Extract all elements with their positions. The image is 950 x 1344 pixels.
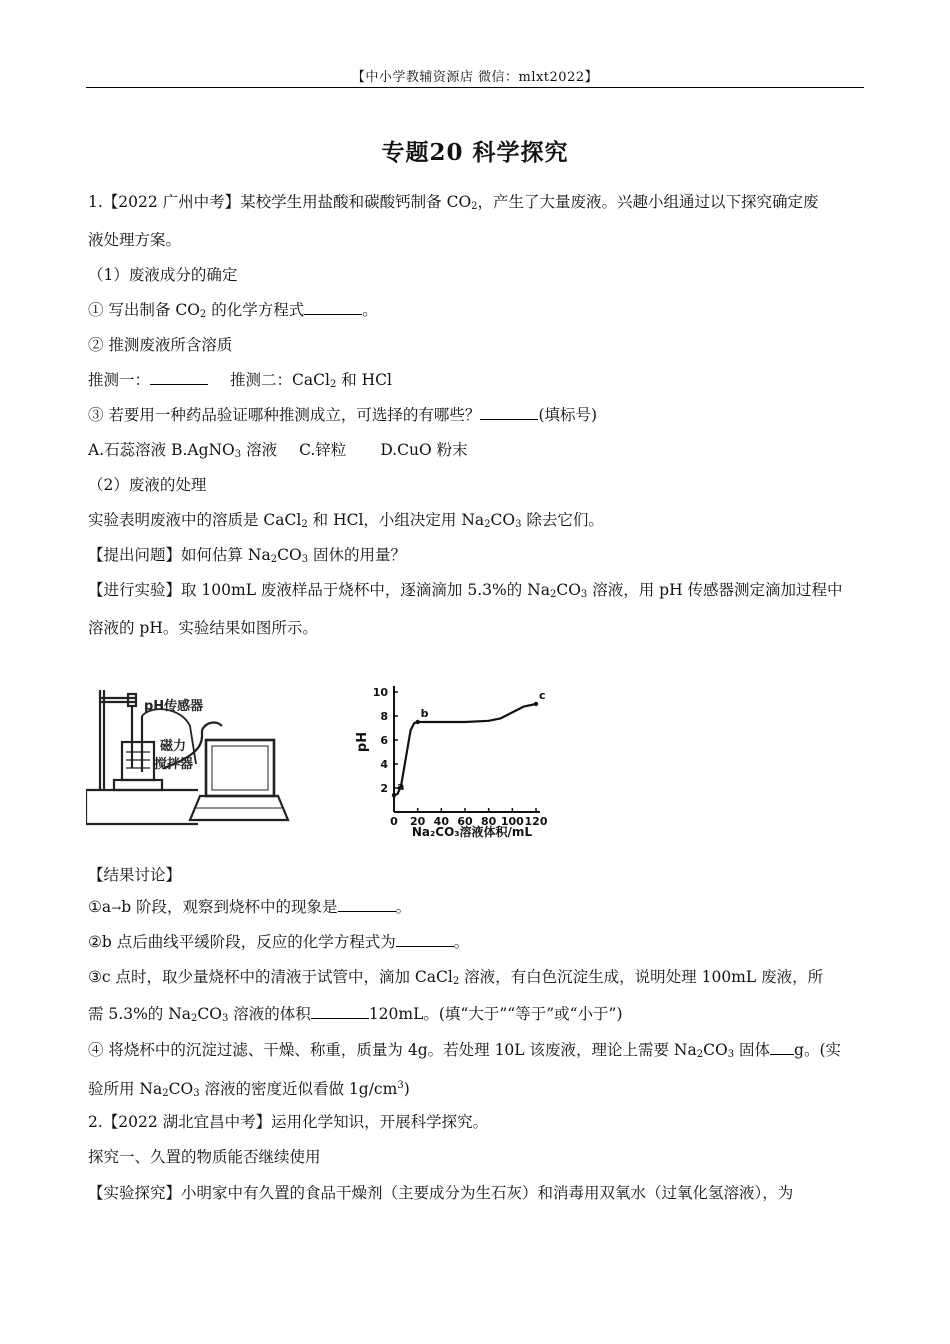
q1-options	[88, 440, 468, 465]
q1-intro-line1: 1.【2022 广州中考】某校学生用盐酸和碳酸钙制备 $CO_2$，产生了大量废液。兴趣小组通过以下探究确定废	[88, 193, 819, 212]
q1-part2-heading: （2）废液的处理	[88, 476, 207, 494]
q1-discuss3-line2: 需 5.3%的 $Na_2CO_3$ 溶液的体积 120mL。(填“大于”“等于”或“小于”)	[88, 1005, 623, 1024]
q1-step3: ③ 若要用一种药品验证哪种推测成立，可选择的有哪些？ (填标号)	[88, 406, 598, 424]
answer-blank[interactable]	[338, 897, 396, 912]
option-b: B.AgNO$_3$ 溶液	[171, 441, 278, 460]
q1-part1-heading: （1）废液成分的确定	[88, 266, 238, 284]
stirrer-label-1: 磁力	[160, 739, 187, 754]
q1-step2: ② 推测废液所含溶质	[88, 336, 233, 354]
stirrer-label-2: 搅拌器	[154, 757, 194, 772]
x-axis-label: Na₂CO₃溶液体积/mL	[411, 825, 533, 839]
x-tick-label: 100	[500, 815, 524, 828]
point-c	[534, 702, 538, 706]
q1-part2-text: 实验表明废液中的溶质是 CaCl$_2$ 和 HCl，小组决定用 $Na_2CO_3$ 除去它们。	[88, 511, 604, 530]
answer-blank[interactable]	[396, 932, 454, 947]
sensor-label: pH传感器	[144, 699, 204, 714]
q1-discuss4-line1: ④ 将烧杯中的沉淀过滤、干燥、称重，质量为 4g。若处理 10L 该废液，理论上需要 $Na_2CO_3$ 固体 g。(实	[88, 1041, 841, 1060]
discussion-heading: 【结果讨论】	[88, 866, 182, 884]
q2-sub1: 探究一、久置的物质能否继续使用	[88, 1148, 321, 1166]
point-label-a: a	[397, 780, 405, 794]
x-tick-label: 80	[481, 815, 497, 828]
q2-experiment: 【实验探究】小明家中有久置的食品干燥剂（主要成分为生石灰）和消毒用双氧水（过氧化氢溶液），为	[88, 1184, 794, 1202]
answer-blank[interactable]	[480, 405, 538, 420]
y-tick-label: 6	[380, 734, 388, 747]
answer-blank[interactable]	[304, 300, 362, 315]
option-d: D.CuO 粉末	[380, 441, 468, 459]
q1-discuss3-line1: ③c 点时，取少量烧杯中的清液于试管中，滴加 CaCl$_2$ 溶液，有白色沉淀生成，说明处理 100mL 废液，所	[88, 968, 824, 987]
q1-intro-line2: 液处理方案。	[88, 231, 182, 249]
answer-blank[interactable]	[150, 370, 208, 385]
q1-guesses: 推测一： 推测二：CaCl$_2$ 和 HCl	[88, 371, 393, 390]
q1-step1: ① 写出制备 $CO_2$ 的化学方程式 。	[88, 301, 378, 320]
q1-experiment-line1: 【进行实验】取 100mL 废液样品于烧杯中，逐滴滴加 5.3%的 $Na_2CO_3$ 溶液，用 pH 传感器测定滴加过程中	[88, 581, 843, 600]
y-axis-label: pH	[355, 731, 370, 753]
ph-curve	[394, 704, 536, 795]
option-a: A.石蕊溶液	[88, 441, 167, 459]
option-c: C.锌粒	[299, 441, 347, 459]
q1-discuss1: ①a→b 阶段，观察到烧杯中的现象是 。	[88, 898, 412, 916]
point-label-b: b	[420, 707, 429, 720]
point-label-c: c	[539, 689, 546, 702]
apparatus-figure	[86, 686, 326, 830]
x-tick-label: 120	[524, 815, 548, 828]
y-tick-label: 2	[380, 782, 388, 795]
point-b	[415, 720, 419, 724]
header-rule	[86, 87, 864, 88]
ph-chart	[350, 680, 560, 840]
x-tick-label: 20	[410, 815, 426, 828]
page-header: 【中小学教辅资源店 微信：mlxt2022】	[351, 70, 599, 85]
q1-discuss2: ②b 点后曲线平缓阶段，反应的化学方程式为 。	[88, 933, 470, 951]
y-tick-label: 4	[380, 758, 388, 771]
q1-experiment-line2: 溶液的 pH。实验结果如图所示。	[88, 619, 318, 637]
point-a	[392, 793, 396, 797]
x-tick-label: 40	[433, 815, 449, 828]
q1-discuss4-line2: 验所用 $Na_2CO_3$ 溶液的密度近似看做 $1g/cm^3$)	[88, 1080, 410, 1099]
q2-intro: 2.【2022 湖北宜昌中考】运用化学知识，开展科学探究。	[88, 1113, 489, 1131]
page-title: 专题20 科学探究	[381, 139, 569, 166]
x-tick-label: 60	[457, 815, 473, 828]
y-tick-label: 10	[372, 686, 388, 699]
q1-question: 【提出问题】如何估算 $Na_2CO_3$ 固休的用量？	[88, 546, 406, 565]
answer-blank[interactable]	[770, 1040, 794, 1055]
answer-blank[interactable]	[311, 1004, 369, 1019]
y-tick-label: 8	[380, 710, 388, 723]
x-tick-label: 0	[390, 815, 398, 828]
